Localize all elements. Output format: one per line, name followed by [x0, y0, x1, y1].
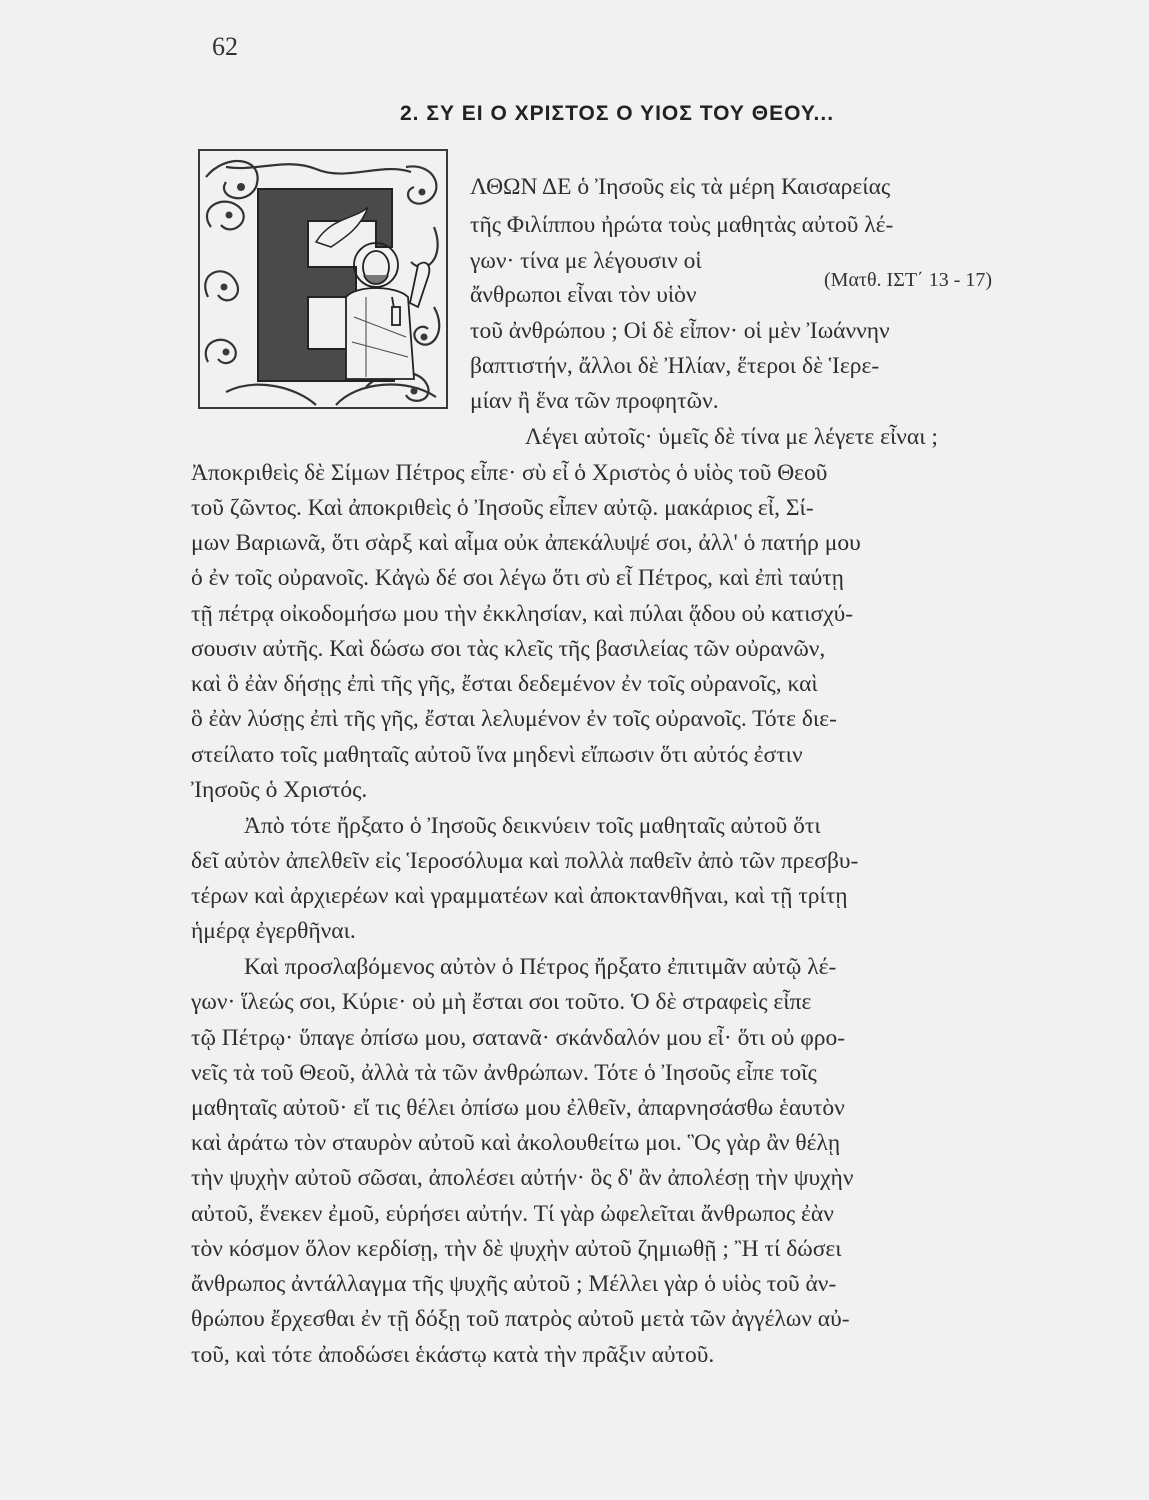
text-line: Λέγει αὐτοῖς· ὑμεῖς δὲ τίνα με λέγετε εἶναι ;: [525, 424, 938, 450]
text-line: ὁ ἐν τοῖς οὐρανοῖς. Κἀγὼ δέ σοι λέγω ὅτι σὺ εἶ Πέτρος, καὶ ἐπὶ ταύτῃ: [191, 565, 844, 591]
text-line: τοῦ, καὶ τότε ἀποδώσει ἑκάστῳ κατὰ τὴν πρᾶξιν αὐτοῦ.: [191, 1342, 715, 1368]
text-line: τῇ πέτρᾳ οἰκοδομήσω μου τὴν ἐκκλησίαν, καὶ πύλαι ᾅδου οὐ κατισχύ-: [191, 601, 854, 627]
text-line: θρώπου ἔρχεσθαι ἐν τῇ δόξῃ τοῦ πατρὸς αὐτοῦ μετὰ τῶν ἀγγέλων αὐ-: [191, 1306, 850, 1332]
text-line: ἄνθρωποι εἶναι τὸν υἱὸν: [470, 282, 697, 308]
text-line: αὐτοῦ, ἕνεκεν ἐμοῦ, εὑρήσει αὐτήν. Τί γὰρ ὠφελεῖται ἄνθρωπος ἐὰν: [191, 1201, 834, 1227]
text-line: Ἀπὸ τότε ἤρξατο ὁ Ἰησοῦς δεικνύειν τοῖς μαθηταῖς αὐτοῦ ὅτι: [244, 813, 821, 839]
chapter-heading: 2. ΣΥ ΕΙ Ο ΧΡΙΣΤΟΣ Ο ΥΙΟΣ ΤΟΥ ΘΕΟΥ...: [400, 102, 835, 125]
text-line: τέρων καὶ ἀρχιερέων καὶ γραμματέων καὶ ἀποκτανθῆναι, καὶ τῇ τρίτῃ: [191, 883, 848, 909]
text-line: βαπτιστήν, ἄλλοι δὲ Ἠλίαν, ἕτεροι δὲ Ἱερε-: [470, 353, 880, 379]
page-number: 62: [212, 32, 238, 61]
text-line: τῷ Πέτρῳ· ὕπαγε ὀπίσω μου, σατανᾶ· σκάνδαλόν μου εἶ· ὅτι οὐ φρο-: [191, 1025, 846, 1051]
ornamental-initial-e-icon: [196, 147, 450, 413]
text-line: Ἀποκριθεὶς δὲ Σίμων Πέτρος εἶπε· σὺ εἶ ὁ Χριστὸς ὁ υἱὸς τοῦ Θεοῦ: [191, 460, 828, 486]
text-line: Καὶ προσλαβόμενος αὐτὸν ὁ Πέτρος ἤρξατο ἐπιτιμᾶν αὐτῷ λέ-: [244, 954, 837, 980]
text-line: στείλατο τοῖς μαθηταῖς αὐτοῦ ἵνα μηδενὶ εἴπωσιν ὅτι αὐτός ἐστιν: [191, 742, 803, 768]
text-line: μίαν ἢ ἕνα τῶν προφητῶν.: [470, 388, 719, 414]
text-line: Ἰησοῦς ὁ Χριστός.: [191, 777, 368, 803]
text-line: τοῦ ζῶντος. Καὶ ἀποκριθεὶς ὁ Ἰησοῦς εἶπεν αὐτῷ. μακάριος εἶ, Σί-: [191, 495, 814, 521]
text-line: σουσιν αὐτῆς. Καὶ δώσω σοι τὰς κλεῖς τῆς βασιλείας τῶν οὐρανῶν,: [191, 636, 826, 662]
text-line: τοῦ ἀνθρώπου ; Οἱ δὲ εἶπον· οἱ μὲν Ἰωάννην: [470, 318, 890, 344]
text-line: τῆς Φιλίππου ἠρώτα τοὺς μαθητὰς αὐτοῦ λέ-: [470, 212, 894, 238]
text-line: δεῖ αὐτὸν ἀπελθεῖν εἰς Ἱεροσόλυμα καὶ πολλὰ παθεῖν ἀπὸ τῶν πρεσβυ-: [191, 848, 859, 874]
text-line: γων· ἵλεώς σοι, Κύριε· οὐ μὴ ἔσται σοι τοῦτο. Ὁ δὲ στραφεὶς εἶπε: [191, 989, 812, 1015]
text-line: τὴν ψυχὴν αὐτοῦ σῶσαι, ἀπολέσει αὐτήν· ὃς δ' ἂν ἀπολέσῃ τὴν ψυχὴν: [191, 1165, 854, 1191]
text-line: γων· τίνα με λέγουσιν οἱ: [470, 248, 702, 274]
text-line: ΛΘΩΝ ΔΕ ὁ Ἰησοῦς εἰς τὰ μέρη Καισαρείας: [470, 174, 891, 200]
text-line: μων Βαριωνᾶ, ὅτι σὰρξ καὶ αἷμα οὐκ ἀπεκάλυψέ σοι, ἀλλ' ὁ πατήρ μου: [191, 530, 861, 556]
text-line: ἄνθρωπος ἀντάλλαγμα τῆς ψυχῆς αὐτοῦ ; Μέλλει γὰρ ὁ υἱὸς τοῦ ἀν-: [191, 1271, 837, 1297]
text-line: μαθηταῖς αὐτοῦ· εἴ τις θέλει ὀπίσω μου ἐλθεῖν, ἀπαρνησάσθω ἑαυτὸν: [191, 1095, 845, 1121]
text-line: ὃ ἐὰν λύσῃς ἐπὶ τῆς γῆς, ἔσται λελυμένον ἐν τοῖς οὐρανοῖς. Τότε διε-: [191, 706, 837, 732]
text-line: ἡμέρᾳ ἐγερθῆναι.: [191, 918, 356, 944]
text-line: καὶ ὃ ἐὰν δήσῃς ἐπὶ τῆς γῆς, ἔσται δεδεμένον ἐν τοῖς οὐρανοῖς, καὶ: [191, 671, 818, 697]
scripture-reference: (Ματθ. ΙΣΤ΄ 13 - 17): [824, 269, 993, 291]
text-line: τὸν κόσμον ὅλον κερδίσῃ, τὴν δὲ ψυχὴν αὐτοῦ ζημιωθῇ ; Ἢ τί δώσει: [191, 1236, 842, 1262]
text-line: νεῖς τὰ τοῦ Θεοῦ, ἀλλὰ τὰ τῶν ἀνθρώπων. Τότε ὁ Ἰησοῦς εἶπε τοῖς: [191, 1060, 817, 1086]
text-line: καὶ ἀράτω τὸν σταυρὸν αὐτοῦ καὶ ἀκολουθείτω μοι. Ὃς γὰρ ἂν θέλῃ: [191, 1130, 841, 1156]
